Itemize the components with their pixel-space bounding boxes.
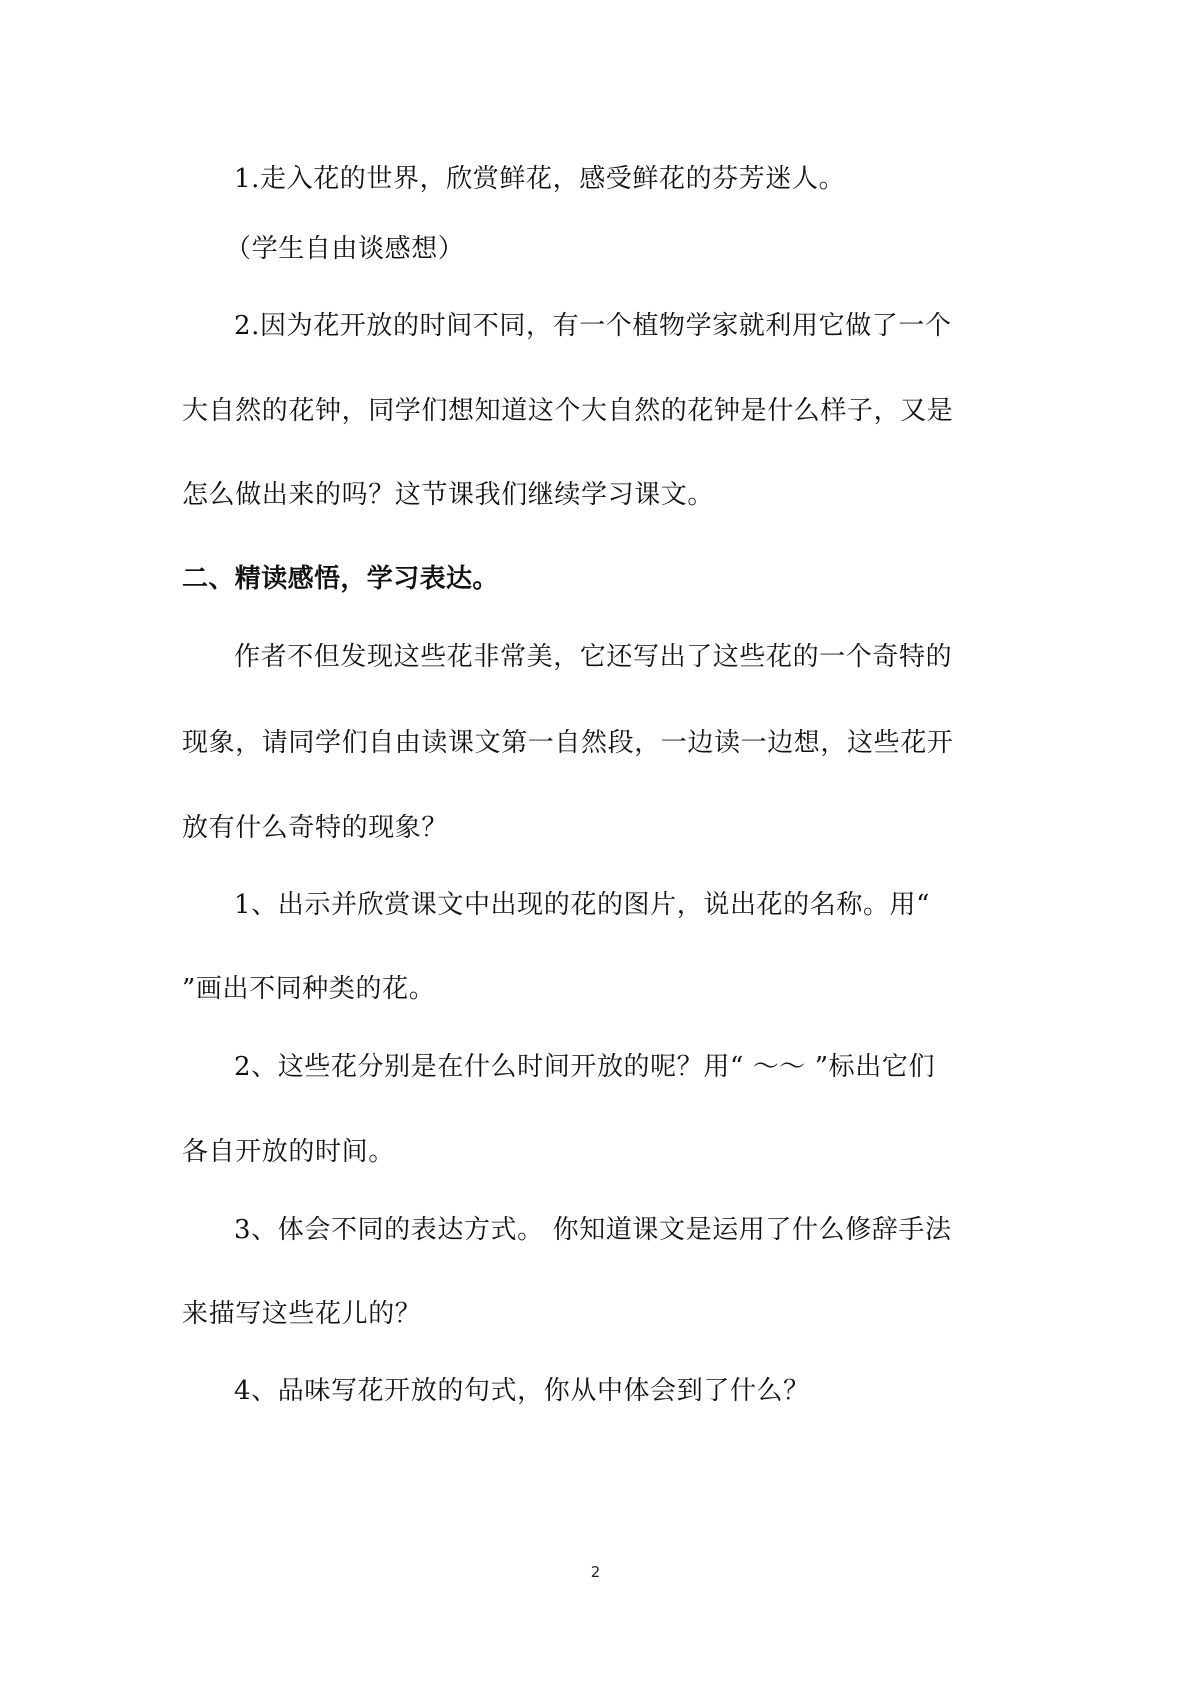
paragraph-line-5: 怎么做出来的吗？这节课我们继续学习课文。	[182, 480, 715, 510]
paragraph-line-14: 3、体会不同的表达方式。 你知道课文是运用了什么修辞手法	[234, 1215, 952, 1245]
paragraph-line-16: 4、品味写花开放的句式，你从中体会到了什么？	[234, 1376, 810, 1406]
paragraph-line-8: 现象，请同学们自由读课文第一自然段，一边读一边想，这些花开	[182, 728, 954, 758]
paragraph-line-1: 1.走入花的世界，欣赏鲜花，感受鲜花的芬芳迷人。	[234, 164, 846, 194]
page-number: 2	[590, 1563, 601, 1581]
paragraph-line-15: 来描写这些花儿的？	[182, 1299, 422, 1329]
paragraph-line-9: 放有什么奇特的现象？	[182, 813, 449, 843]
paragraph-line-2: （学生自由谈感想）	[225, 234, 465, 264]
section-heading: 二、精读感悟，学习表达。	[182, 564, 499, 594]
paragraph-line-4: 大自然的花钟，同学们想知道这个大自然的花钟是什么样子，又是	[182, 396, 954, 426]
paragraph-line-12: 2、这些花分别是在什么时间开放的呢？用“ ～～ ”标出它们	[234, 1052, 936, 1082]
paragraph-line-7: 作者不但发现这些花非常美，它还写出了这些花的一个奇特的	[234, 642, 953, 672]
paragraph-line-3: 2.因为花开放的时间不同，有一个植物学家就利用它做了一个	[234, 311, 952, 341]
paragraph-line-13: 各自开放的时间。	[182, 1137, 395, 1167]
paragraph-line-11: ”画出不同种类的花。	[182, 974, 436, 1004]
paragraph-line-10: 1、出示并欣赏课文中出现的花的图片，说出花的名称。用“	[234, 890, 931, 920]
